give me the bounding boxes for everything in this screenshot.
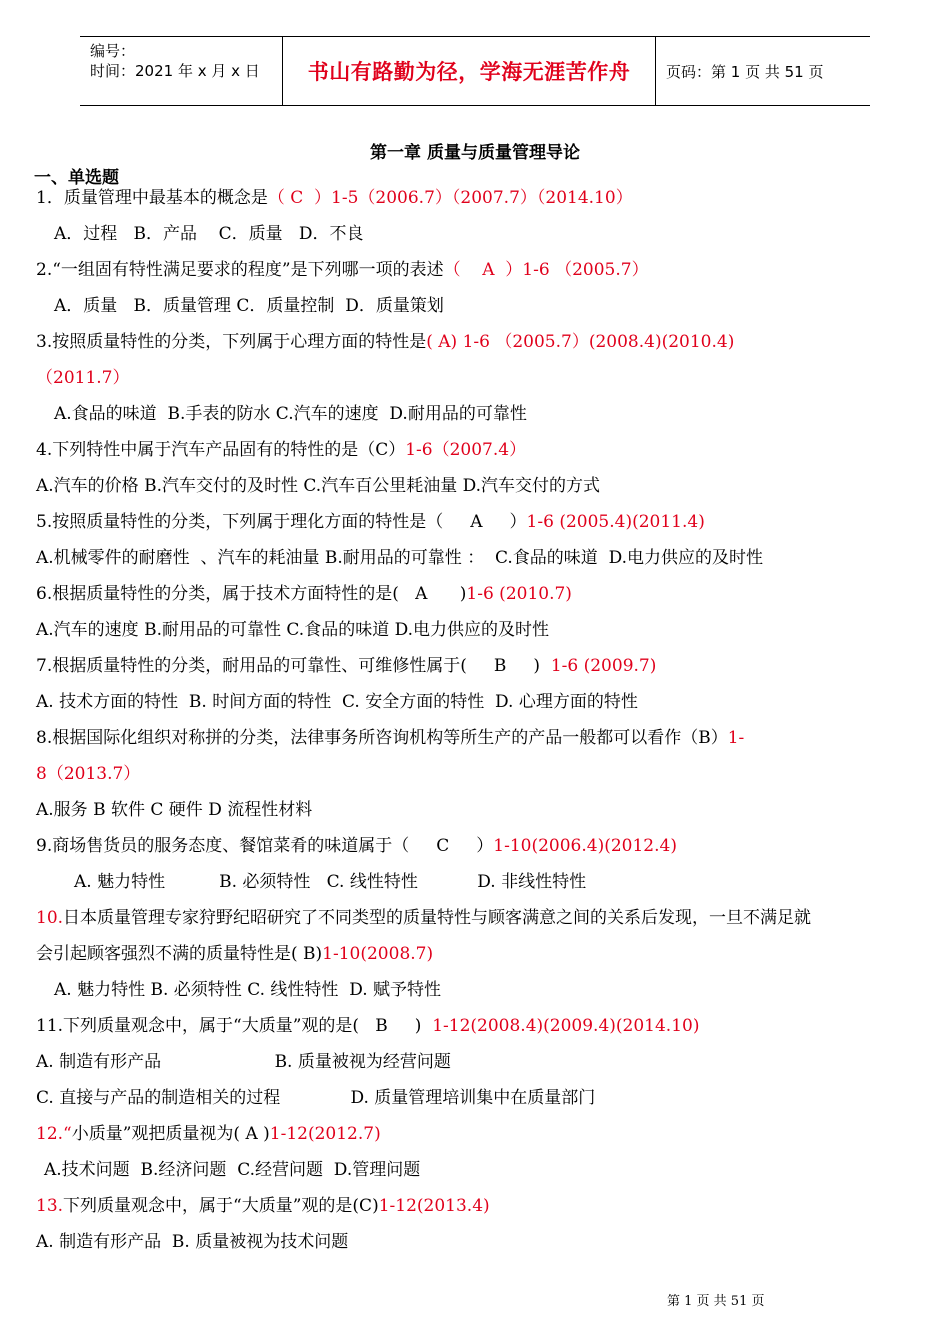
question-text: 下列质量观念中，属于“大质量”观的是(C) xyxy=(63,1196,379,1216)
question-text: C. 直接与产品的制造相关的过程 D. 质量管理培训集中在质量部门 xyxy=(36,1088,596,1108)
answer-reference: 1-12(2013.4) xyxy=(378,1196,490,1216)
text-line xyxy=(36,684,638,720)
text-line xyxy=(36,360,129,396)
answer-reference: 10. xyxy=(36,908,64,928)
question-text: A. 魅力特性 B. 必须特性 C. 线性特性 D. 非线性特性 xyxy=(74,872,587,892)
question-text: A. 魅力特性 B. 必须特性 C. 线性特性 D. 赋予特性 xyxy=(54,980,442,1000)
text-line xyxy=(36,1116,381,1152)
question-text: A. 技术方面的特性 B. 时间方面的特性 C. 安全方面的特性 D. 心理方面的特性 xyxy=(36,692,638,712)
question-text: 2.“一组固有特性满足要求的程度”是下列哪一项的表述 xyxy=(36,260,444,280)
answer-reference: 1-6 (2005.4)(2011.4) xyxy=(526,512,705,532)
question-text: 小质量”观把质量视为( A ) xyxy=(71,1124,270,1144)
text-line xyxy=(36,900,811,936)
text-line xyxy=(36,1008,699,1044)
section-title: 一、单选题 xyxy=(34,168,119,188)
question-text: A. 制造有形产品 B. 质量被视为经营问题 xyxy=(36,1052,451,1072)
question-text: A.汽车的速度 B.耐用品的可靠性 C.食品的味道 D.电力供应的及时性 xyxy=(36,620,550,640)
question-text: 9.商场售货员的服务态度、餐馆菜肴的味道属于（ C ） xyxy=(36,836,494,856)
question-text: 6.根据质量特性的分类，属于技术方面特性的是( A ) xyxy=(36,584,467,604)
answer-reference: ( A) 1-6 （2005.7）(2008.4)(2010.4) xyxy=(426,332,735,352)
document-header xyxy=(80,36,870,106)
text-line xyxy=(36,1224,348,1260)
text-line xyxy=(36,1188,490,1224)
answer-reference: （ A ）1-6 （2005.7） xyxy=(443,260,649,280)
question-text: 1．质量管理中最基本的概念是 xyxy=(36,188,268,208)
answer-reference: 1-12(2012.7) xyxy=(269,1124,381,1144)
text-line xyxy=(44,1152,420,1188)
header-meta-cell xyxy=(80,37,282,105)
answer-reference: 1-6 (2009.7) xyxy=(550,656,657,676)
question-text: A.食品的味道 B.手表的防水 C.汽车的速度 D.耐用品的可靠性 xyxy=(54,404,527,424)
question-text: 3.按照质量特性的分类，下列属于心理方面的特性是 xyxy=(36,332,427,352)
answer-reference: 1-6 (2010.7) xyxy=(466,584,572,604)
text-line xyxy=(74,864,586,900)
text-line xyxy=(36,612,549,648)
answer-reference: 1- xyxy=(727,728,745,748)
text-line xyxy=(36,720,744,756)
text-line xyxy=(36,468,600,504)
answer-reference: 1-10(2006.4)(2012.4) xyxy=(493,836,677,856)
text-line xyxy=(36,1080,595,1116)
text-line xyxy=(36,936,433,972)
text-line xyxy=(36,540,763,576)
answer-reference: （2011.7） xyxy=(36,368,130,388)
text-line xyxy=(36,324,734,360)
text-line xyxy=(54,396,527,432)
text-line xyxy=(36,504,705,540)
answer-reference: 1-12(2008.4)(2009.4)(2014.10) xyxy=(432,1016,700,1036)
question-text: 11.下列质量观念中，属于“大质量”观的是( B ) xyxy=(36,1016,433,1036)
number-label: 编号： xyxy=(90,42,136,60)
text-line xyxy=(36,180,633,216)
answer-reference: 13. xyxy=(36,1196,64,1216)
question-text: 5.按照质量特性的分类，下列属于理化方面的特性是（ A ） xyxy=(36,512,527,532)
header-page-cell xyxy=(656,37,870,105)
answer-reference: 12.“ xyxy=(36,1124,72,1144)
question-text: 8.根据国际化组织对称拼的分类，法律事务所咨询机构等所生产的产品一般都可以看作（B） xyxy=(36,728,728,748)
question-text: A.机械零件的耐磨性 、汽车的耗油量 B.耐用品的可靠性 ： C.食品的味道 D.电力供应的及时性 xyxy=(36,548,764,568)
answer-reference: 1-6（2007.4） xyxy=(405,440,527,460)
page-footer: 第 1 页 共 51 页 xyxy=(667,1294,765,1309)
text-line xyxy=(36,828,677,864)
text-line xyxy=(36,252,649,288)
answer-reference: 8（2013.7） xyxy=(36,764,141,784)
text-line xyxy=(36,1044,451,1080)
question-text: A.汽车的价格 B.汽车交付的及时性 C.汽车百公里耗油量 D.汽车交付的方式 xyxy=(36,476,601,496)
answer-reference: 1-10(2008.7) xyxy=(322,944,434,964)
motto: 书山有路勤为径，学海无涯苦作舟 xyxy=(307,60,631,84)
text-line xyxy=(36,756,140,792)
text-line xyxy=(54,972,441,1008)
text-line xyxy=(36,576,572,612)
question-text: 会引起顾客强烈不满的质量特性是( B) xyxy=(36,944,323,964)
text-line xyxy=(54,216,363,252)
question-text: 4.下列特性中属于汽车产品固有的特性的是（C） xyxy=(36,440,406,460)
chapter-title: 第一章 质量与质量管理导论 xyxy=(370,143,580,163)
question-text: A．过程 B．产品 C．质量 D．不良 xyxy=(54,224,364,244)
text-line xyxy=(36,432,526,468)
question-text: A. 制造有形产品 B. 质量被视为技术问题 xyxy=(36,1232,349,1252)
time-label: 时间：2021 年 x 月 x 日 xyxy=(90,62,260,80)
header-motto-cell xyxy=(282,37,656,105)
question-text: 7.根据质量特性的分类，耐用品的可靠性、可维修性属于( B ) xyxy=(36,656,551,676)
question-text: A．质量 B．质量管理 C．质量控制 D．质量策划 xyxy=(54,296,444,316)
text-line xyxy=(36,648,656,684)
answer-reference: （ C ）1-5（2006.7）（2007.7）（2014.10） xyxy=(267,188,633,208)
question-text: 日本质量管理专家狩野纪昭研究了不同类型的质量特性与顾客满意之间的关系后发现，一旦不满足就 xyxy=(63,908,812,928)
text-line xyxy=(54,288,444,324)
question-text: A.技术问题 B.经济问题 C.经营问题 D.管理问题 xyxy=(44,1160,421,1180)
question-text: A.服务 B 软件 C 硬件 D 流程性材料 xyxy=(36,800,313,820)
text-line xyxy=(36,792,312,828)
page-info: 页码：第 1 页 共 51 页 xyxy=(666,62,824,81)
